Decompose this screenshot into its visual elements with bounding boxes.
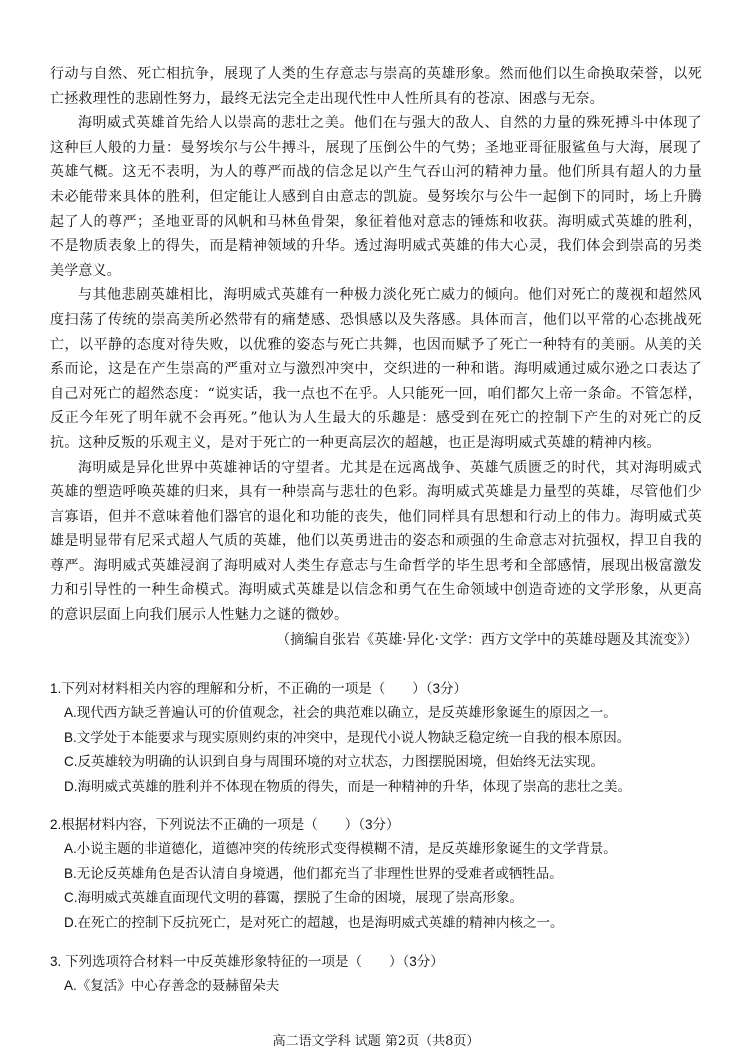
question-stem: 2.根据材料内容，下列说法不正确的一项是（ ）（3分） — [50, 817, 400, 832]
question-3 — [50, 950, 702, 999]
option-d: D.海明威式英雄的胜利并不体现在物质的得失，而是一种精神的升华，体现了崇高的悲壮之美。 — [64, 778, 631, 794]
reading-passage — [50, 62, 702, 652]
option-b: B.文学处于本能要求与现实原则约束的冲突中，是现代小说人物缺乏稳定统一自我的根本原因。 — [64, 729, 631, 745]
question-stem: 1.下列对材料相关内容的理解和分析，不正确的一项是（ ）（3分） — [50, 681, 468, 696]
passage-paragraph: 与其他悲剧英雄相比，海明威式英雄有一种极力淡化死亡威力的倾向。他们对死亡的蔑视和超然风度扫荡了传统的崇高美所必然带有的痛楚感、恐惧感以及失落感。具体而言，他们以平常的心态挑战死亡，以平静的态度对待失败，以优雅的姿态与死亡共舞，也因而赋予了死亡一种特有的美丽。从美的关系而论，这是在产生崇高的严重对立与激烈冲突中，交织进的一种和谐。海明威通过威尔逊之口表达了自己对死亡的超然态度：“说实话，我一点也不在乎。人只能死一回，咱们都欠上帝一条命。不管怎样，反正今年死了明年就不会再死。”他认为人生最大的乐趣是：感受到在死亡的控制下产生的对死亡的反抗。这种反叛的乐观主义，是对于死亡的一种更高层次的超越，也正是海明威式英雄的精神内核。 — [50, 287, 702, 451]
option-a: A.《复活》中心存善念的聂赫留朵夫 — [64, 978, 280, 993]
option-d: D.在死亡的控制下反抗死亡，是对死亡的超越，也是海明威式英雄的精神内核之一。 — [64, 914, 564, 930]
passage-paragraph: 海明威是异化世界中英雄神话的守望者。尤其是在远离战争、英雄气质匮乏的时代，其对海明威式英雄的塑造呼唤英雄的归来，具有一种崇高与悲壮的色彩。海明威式英雄是力量型的英雄，尽管他们少言寡语，但并不意味着他们器官的退化和功能的丧失，他们同样具有思想和行动上的伟力。海明威式英雄是明显带有尼采式超人气质的英雄，他们以英勇进击的姿态和顽强的生命意志对抗强权，捍卫自我的尊严。海明威式英雄浸润了海明威对人类生存意志与生命哲学的毕生思考和全部感情，展现出极富激发力和引导性的一种生命模式。海明威式英雄是以信念和勇气在生命领域中创造奇迹的文学形象，从更高的意识层面上向我们展示人性魅力之谜的微妙。 — [50, 459, 702, 624]
option-c: C.海明威式英雄直面现代文明的暮霭，摆脱了生命的困境，展现了崇高形象。 — [64, 890, 523, 905]
question-stem: 3. 下列选项符合材料一中反英雄形象特征的一项是（ ）（3分） — [50, 954, 444, 969]
option-c: C.反英雄较为明确的认识到自身与周围环境的对立状态，力图摆脱困境，但始终无法实现。 — [64, 754, 604, 769]
question-1 — [50, 677, 702, 799]
passage-paragraph: 海明威式英雄首先给人以崇高的悲壮之美。他们在与强大的敌人、自然的力量的殊死搏斗中体现了这种巨人般的力量：曼努埃尔与公牛搏斗，展现了压倒公牛的气势；圣地亚哥征服鲨鱼与大海，展现了英雄气概。这无不表明，为人的尊严而战的信念足以产生气吞山河的精神力量。他们所具有超人的力量未必能带来具体的胜利，但定能让人感到自由意志的凯旋。曼努埃尔与公牛一起倒下的同时，场上升腾起了人的尊严；圣地亚哥的风帆和马林鱼骨架，象征着他对意志的锤炼和收获。海明威式英雄的胜利，不是物质表象上的得失，而是精神领域的升华。透过海明威式英雄的伟大心灵，我们体会到崇高的另类美学意义。 — [50, 115, 702, 279]
option-a: A.小说主题的非道德化，道德冲突的传统形式变得模糊不清，是反英雄形象诞生的文学背景。 — [64, 841, 617, 856]
option-b: B.无论反英雄角色是否认清自身境遇，他们都充当了非理性世界的受难者或牺牲品。 — [64, 865, 563, 881]
option-a: A.现代西方缺乏普遍认可的价值观念，社会的典范难以确立，是反英雄形象诞生的原因之一。 — [64, 705, 617, 720]
passage-paragraph: 行动与自然、死亡相抗争，展现了人类的生存意志与崇高的英雄形象。然而他们以生命换取荣誉，以死亡拯救理性的悲剧性努力，最终无法完全走出现代性中人性所具有的苍凉、困惑与无奈。 — [50, 66, 702, 107]
question-2 — [50, 813, 702, 935]
passage-source: （摘编自张岩《英雄·异化·文学：西方文学中的英雄母题及其流变》） — [276, 631, 698, 648]
page-footer: 高二语文学科 试题 第2页（共8页） — [272, 1034, 480, 1049]
